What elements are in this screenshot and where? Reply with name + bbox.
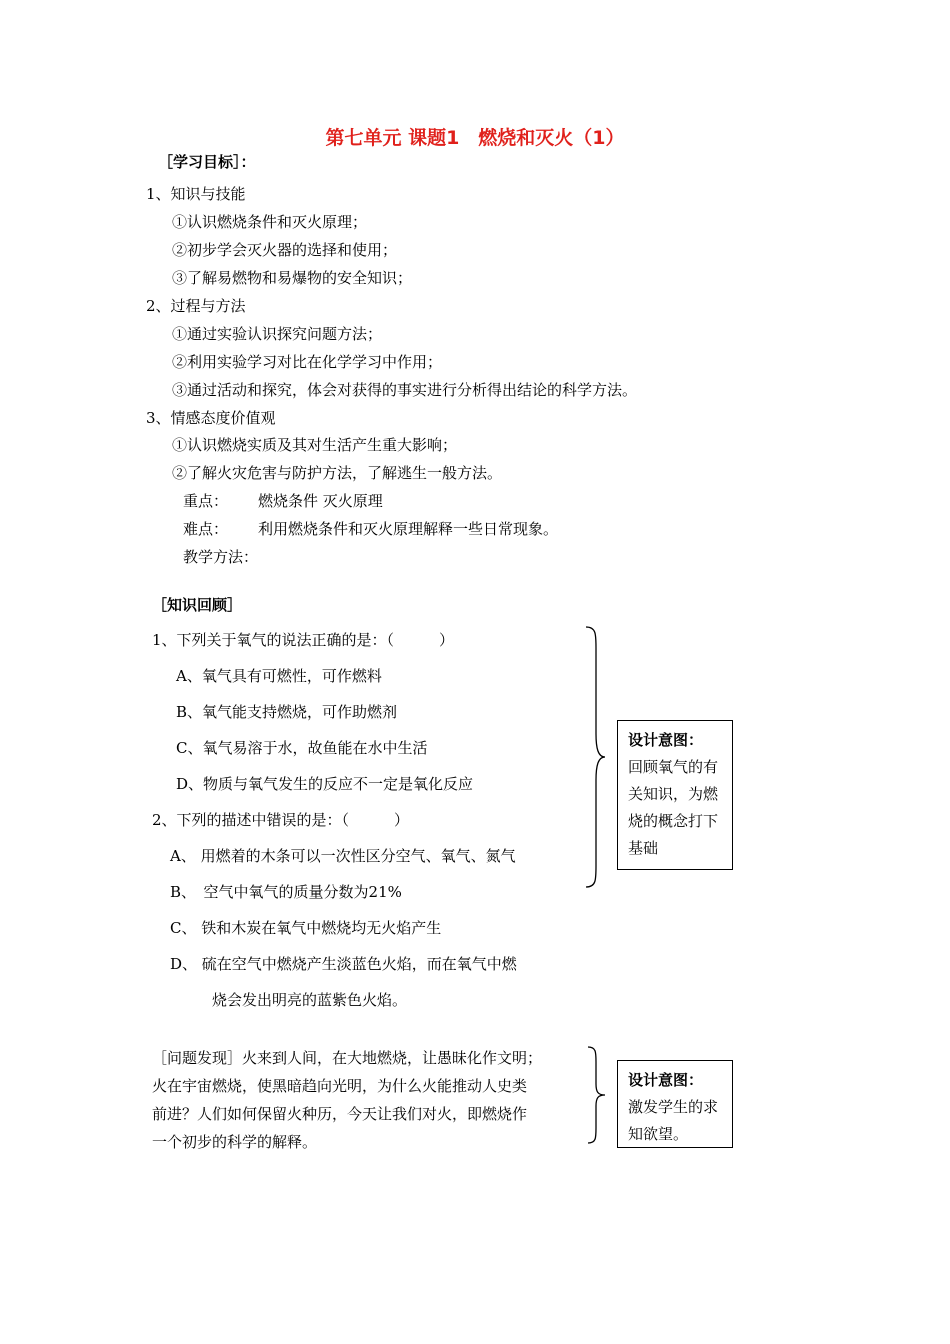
difficulty-label: 难点： [183, 520, 229, 538]
discovery-line: ［问题发现］火来到人间，在大地燃烧，让愚昧化作文明； [152, 1049, 543, 1067]
difficulty [183, 519, 558, 539]
objectives-heading: ［学习目标］： [158, 153, 256, 171]
question-1-option: A、氧气具有可燃性，可作燃料 [176, 667, 382, 685]
question-2: 2、下列的描述中错误的是：（ ） [152, 811, 410, 829]
objectives-item: ①通过实验认识探究问题方法； [172, 325, 383, 343]
objectives-item: ③通过活动和探究，体会对获得的事实进行分析得出结论的科学方法。 [172, 381, 638, 399]
discovery-line: 一个初步的科学的解释。 [152, 1133, 318, 1151]
key-points-label: 重点： [183, 492, 229, 510]
design-intent-text: 回顾氧气的有关知识，为燃烧的概念打下基础 [628, 758, 719, 857]
key-points-value: 燃烧条件 灭火原理 [258, 492, 383, 510]
question-2-option: B、 空气中氧气的质量分数为21% [170, 883, 402, 901]
objectives-section-1: 1、知识与技能 [146, 185, 246, 203]
right-brace-icon [584, 626, 608, 888]
objectives-item: ②了解火灾危害与防护方法，了解逃生一般方法。 [172, 464, 503, 482]
review-heading: ［知识回顾］ [152, 596, 243, 614]
objectives-section-2: 2、过程与方法 [146, 297, 246, 315]
page-title: 第七单元 课题1 燃烧和灭火（1） [325, 127, 625, 149]
design-intent-text: 激发学生的求知欲望。 [628, 1098, 719, 1143]
design-intent-title: 设计意图： [628, 731, 704, 749]
teaching-method-label: 教学方法： [183, 548, 259, 566]
question-1-option: B、氧气能支持燃烧，可作助燃剂 [176, 703, 398, 721]
design-intent-title: 设计意图： [628, 1071, 704, 1089]
objectives-item: ②利用实验学习对比在化学学习中作用； [172, 353, 443, 371]
question-2-option: A、 用燃着的木条可以一次性区分空气、氧气、氮气 [170, 847, 516, 865]
right-brace-icon [586, 1046, 608, 1144]
question-2-option: C、 铁和木炭在氧气中燃烧均无火焰产生 [170, 919, 442, 937]
discovery-line: 前进？人们如何保留火种历，今天让我们对火，即燃烧作 [152, 1105, 528, 1123]
question-1-option: C、氧气易溶于水，故鱼能在水中生活 [176, 739, 428, 757]
discovery-line: 火在宇宙燃烧，使黑暗趋向光明，为什么火能推动人史类 [152, 1077, 528, 1095]
question-1: 1、下列关于氧气的说法正确的是：（ ） [152, 631, 455, 649]
objectives-item: ①认识燃烧实质及其对生活产生重大影响； [172, 436, 458, 454]
question-2-option-continued: 烧会发出明亮的蓝紫色火焰。 [212, 991, 408, 1009]
objectives-item: ①认识燃烧条件和灭火原理； [172, 213, 368, 231]
question-2-option: D、 硫在空气中燃烧产生淡蓝色火焰，而在氧气中燃 [170, 955, 517, 973]
key-points [183, 491, 383, 511]
question-1-option: D、物质与氧气发生的反应不一定是氧化反应 [176, 775, 474, 793]
objectives-item: ③了解易燃物和易爆物的安全知识； [172, 269, 413, 287]
objectives-item: ②初步学会灭火器的选择和使用； [172, 241, 398, 259]
design-intent-box [617, 1060, 733, 1148]
difficulty-value: 利用燃烧条件和灭火原理解释一些日常现象。 [258, 520, 559, 538]
design-intent-box [617, 720, 733, 870]
objectives-section-3: 3、情感态度价值观 [146, 409, 276, 427]
